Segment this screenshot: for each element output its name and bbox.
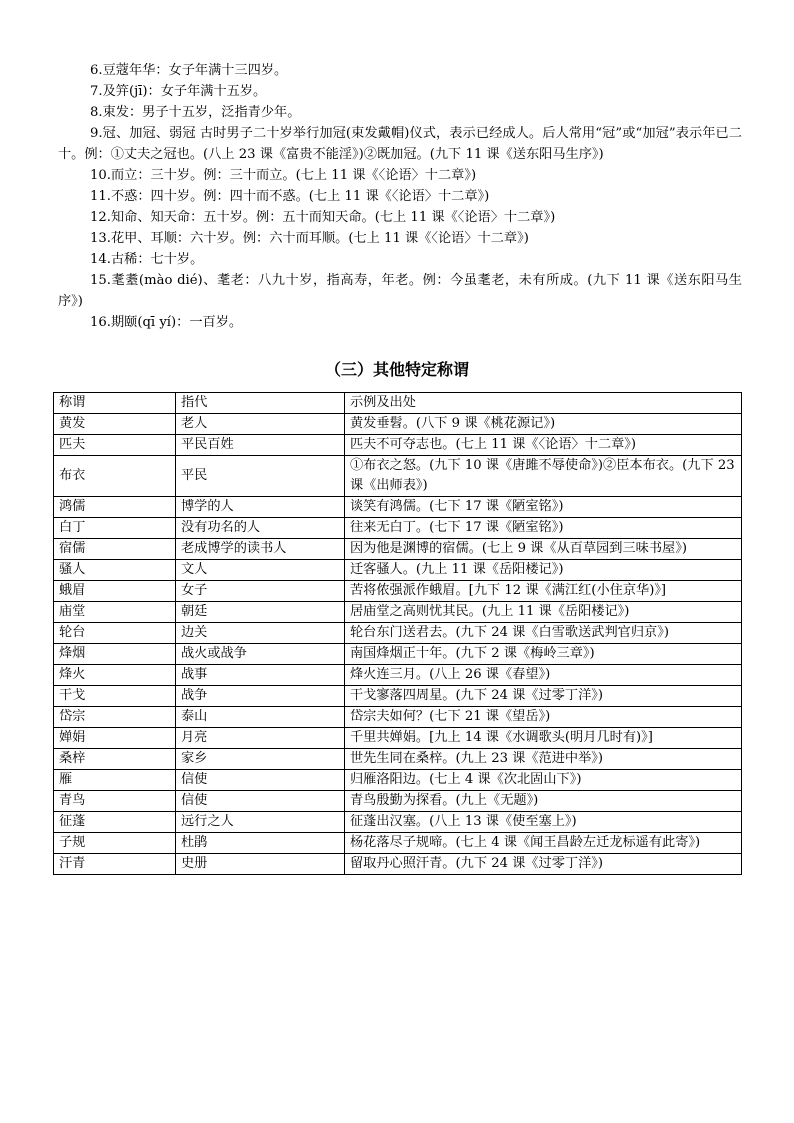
table-row — [54, 518, 742, 539]
example-cell: 青鸟殷勤为探看。(九上《无题》) — [345, 791, 742, 812]
term-cell: 青鸟 — [54, 791, 176, 812]
example-cell: 世先生同在桑梓。(九上 23 课《范进中举》) — [345, 749, 742, 770]
age-term-list — [58, 60, 742, 333]
header-cell: 示例及出处 — [345, 393, 742, 414]
table-row — [54, 770, 742, 791]
paragraph: 10.而立：三十岁。例：三十而立。(七上 11 课《〈论语〉十二章》) — [90, 168, 477, 183]
paragraph: 15.耄耋(mào dié)、耄老：八九十岁，指高寿，年老。例：今虽耄老，未有所成。(九下 11 课《送东阳马生序》) — [58, 273, 742, 309]
example-cell: ①布衣之怒。(九下 10 课《唐雎不辱使命》)②臣本布衣。(九下 23 课《出师表》) — [345, 456, 742, 497]
table-row — [54, 686, 742, 707]
paragraph: 13.花甲、耳顺：六十岁。例：六十而耳顺。(七上 11 课《〈论语〉十二章》) — [90, 231, 529, 246]
example-cell: 因为他是渊博的宿儒。(七上 9 课《从百草园到三味书屋》) — [345, 539, 742, 560]
paragraph: 8.束发：男子十五岁，泛指青少年。 — [90, 105, 301, 120]
term-cell: 汗青 — [54, 854, 176, 875]
example-cell: 苦将侬强派作蛾眉。[九下 12 课《满江红(小住京华)》] — [345, 581, 742, 602]
paragraph: 11.不惑：四十岁。例：四十而不惑。(七上 11 课《〈论语〉十二章》) — [90, 189, 490, 204]
example-cell: 匹夫不可夺志也。(七上 11 课《〈论语〉十二章》) — [345, 435, 742, 456]
example-cell: 烽火连三月。(八上 26 课《春望》) — [345, 665, 742, 686]
term-cell: 骚人 — [54, 560, 176, 581]
term-cell: 蛾眉 — [54, 581, 176, 602]
term-cell: 布衣 — [54, 456, 176, 497]
table-row — [54, 560, 742, 581]
table-row — [54, 812, 742, 833]
paragraph: 9.冠、加冠、弱冠 古时男子二十岁举行加冠(束发戴帽)仪式，表示已经成人。后人常用“冠”或“加冠”表示年已二十。例：①丈夫之冠也。(八上 23 课《富贵不能淫》)②既加冠。(九下 11 课《送东阳马生序》) — [58, 126, 742, 162]
term-cell: 黄发 — [54, 414, 176, 435]
header-cell: 称谓 — [54, 393, 176, 414]
term-cell: 征蓬 — [54, 812, 176, 833]
example-cell: 轮台东门送君去。(九下 24 课《白雪歌送武判官归京》) — [345, 623, 742, 644]
term-cell: 鸿儒 — [54, 497, 176, 518]
term-cell: 干戈 — [54, 686, 176, 707]
example-cell: 黄发垂髫。(八下 9 课《桃花源记》) — [345, 414, 742, 435]
meaning-cell: 文人 — [176, 560, 345, 581]
table-row — [54, 665, 742, 686]
term-cell: 子规 — [54, 833, 176, 854]
example-cell: 征蓬出汉塞。(八上 13 课《使至塞上》) — [345, 812, 742, 833]
table-body — [54, 414, 742, 875]
meaning-cell: 泰山 — [176, 707, 345, 728]
meaning-cell: 史册 — [176, 854, 345, 875]
meaning-cell: 杜鹃 — [176, 833, 345, 854]
term-cell: 匹夫 — [54, 435, 176, 456]
appellation-table — [53, 392, 742, 875]
paragraph: 16.期颐(qī yí)：一百岁。 — [90, 315, 243, 330]
meaning-cell: 老成博学的读书人 — [176, 539, 345, 560]
term-cell: 雁 — [54, 770, 176, 791]
example-cell: 杨花落尽子规啼。(七上 4 课《闻王昌龄左迁龙标遥有此寄》) — [345, 833, 742, 854]
meaning-cell: 女子 — [176, 581, 345, 602]
table-header-row — [54, 393, 742, 414]
term-cell: 宿儒 — [54, 539, 176, 560]
example-cell: 往来无白丁。(七下 17 课《陋室铭》) — [345, 518, 742, 539]
table-row — [54, 644, 742, 665]
table-row — [54, 728, 742, 749]
meaning-cell: 信使 — [176, 770, 345, 791]
meaning-cell: 家乡 — [176, 749, 345, 770]
example-cell: 谈笑有鸿儒。(七下 17 课《陋室铭》) — [345, 497, 742, 518]
section-heading: （三）其他特定称谓 — [324, 360, 469, 379]
term-cell: 白丁 — [54, 518, 176, 539]
meaning-cell: 边关 — [176, 623, 345, 644]
table-row — [54, 833, 742, 854]
example-cell: 南国烽烟正十年。(九下 2 课《梅岭三章》) — [345, 644, 742, 665]
meaning-cell: 战事 — [176, 665, 345, 686]
example-cell: 留取丹心照汗青。(九下 24 课《过零丁洋》) — [345, 854, 742, 875]
meaning-cell: 战争 — [176, 686, 345, 707]
example-cell: 岱宗夫如何？(七下 21 课《望岳》) — [345, 707, 742, 728]
example-cell: 居庙堂之高则忧其民。(九上 11 课《岳阳楼记》) — [345, 602, 742, 623]
paragraph: 6.豆蔻年华：女子年满十三四岁。 — [90, 63, 288, 78]
paragraph: 7.及笄(jī)：女子年满十五岁。 — [90, 84, 267, 99]
header-cell: 指代 — [176, 393, 345, 414]
example-cell: 归雁洛阳边。(七上 4 课《次北固山下》) — [345, 770, 742, 791]
table-row — [54, 581, 742, 602]
table-row — [54, 623, 742, 644]
example-cell: 迁客骚人。(九上 11 课《岳阳楼记》) — [345, 560, 742, 581]
table-row — [54, 497, 742, 518]
meaning-cell: 没有功名的人 — [176, 518, 345, 539]
table-row — [54, 602, 742, 623]
table-row — [54, 791, 742, 812]
term-cell: 庙堂 — [54, 602, 176, 623]
term-cell: 烽烟 — [54, 644, 176, 665]
meaning-cell: 平民百姓 — [176, 435, 345, 456]
meaning-cell: 战火或战争 — [176, 644, 345, 665]
meaning-cell: 月亮 — [176, 728, 345, 749]
meaning-cell: 朝廷 — [176, 602, 345, 623]
example-cell: 干戈寥落四周星。(九下 24 课《过零丁洋》) — [345, 686, 742, 707]
term-cell: 烽火 — [54, 665, 176, 686]
meaning-cell: 老人 — [176, 414, 345, 435]
table-row — [54, 539, 742, 560]
example-cell: 千里共婵娟。[九上 14 课《水调歌头(明月几时有)》] — [345, 728, 742, 749]
meaning-cell: 博学的人 — [176, 497, 345, 518]
paragraph: 12.知命、知天命：五十岁。例：五十而知天命。(七上 11 课《〈论语〉十二章》) — [90, 210, 556, 225]
table-row — [54, 414, 742, 435]
term-cell: 婵娟 — [54, 728, 176, 749]
table-row — [54, 854, 742, 875]
term-cell: 轮台 — [54, 623, 176, 644]
meaning-cell: 信使 — [176, 791, 345, 812]
paragraph: 14.古稀：七十岁。 — [90, 252, 204, 267]
meaning-cell: 平民 — [176, 456, 345, 497]
table-row — [54, 707, 742, 728]
meaning-cell: 远行之人 — [176, 812, 345, 833]
term-cell: 桑梓 — [54, 749, 176, 770]
table-row — [54, 435, 742, 456]
table-row — [54, 456, 742, 497]
term-cell: 岱宗 — [54, 707, 176, 728]
table-row — [54, 749, 742, 770]
